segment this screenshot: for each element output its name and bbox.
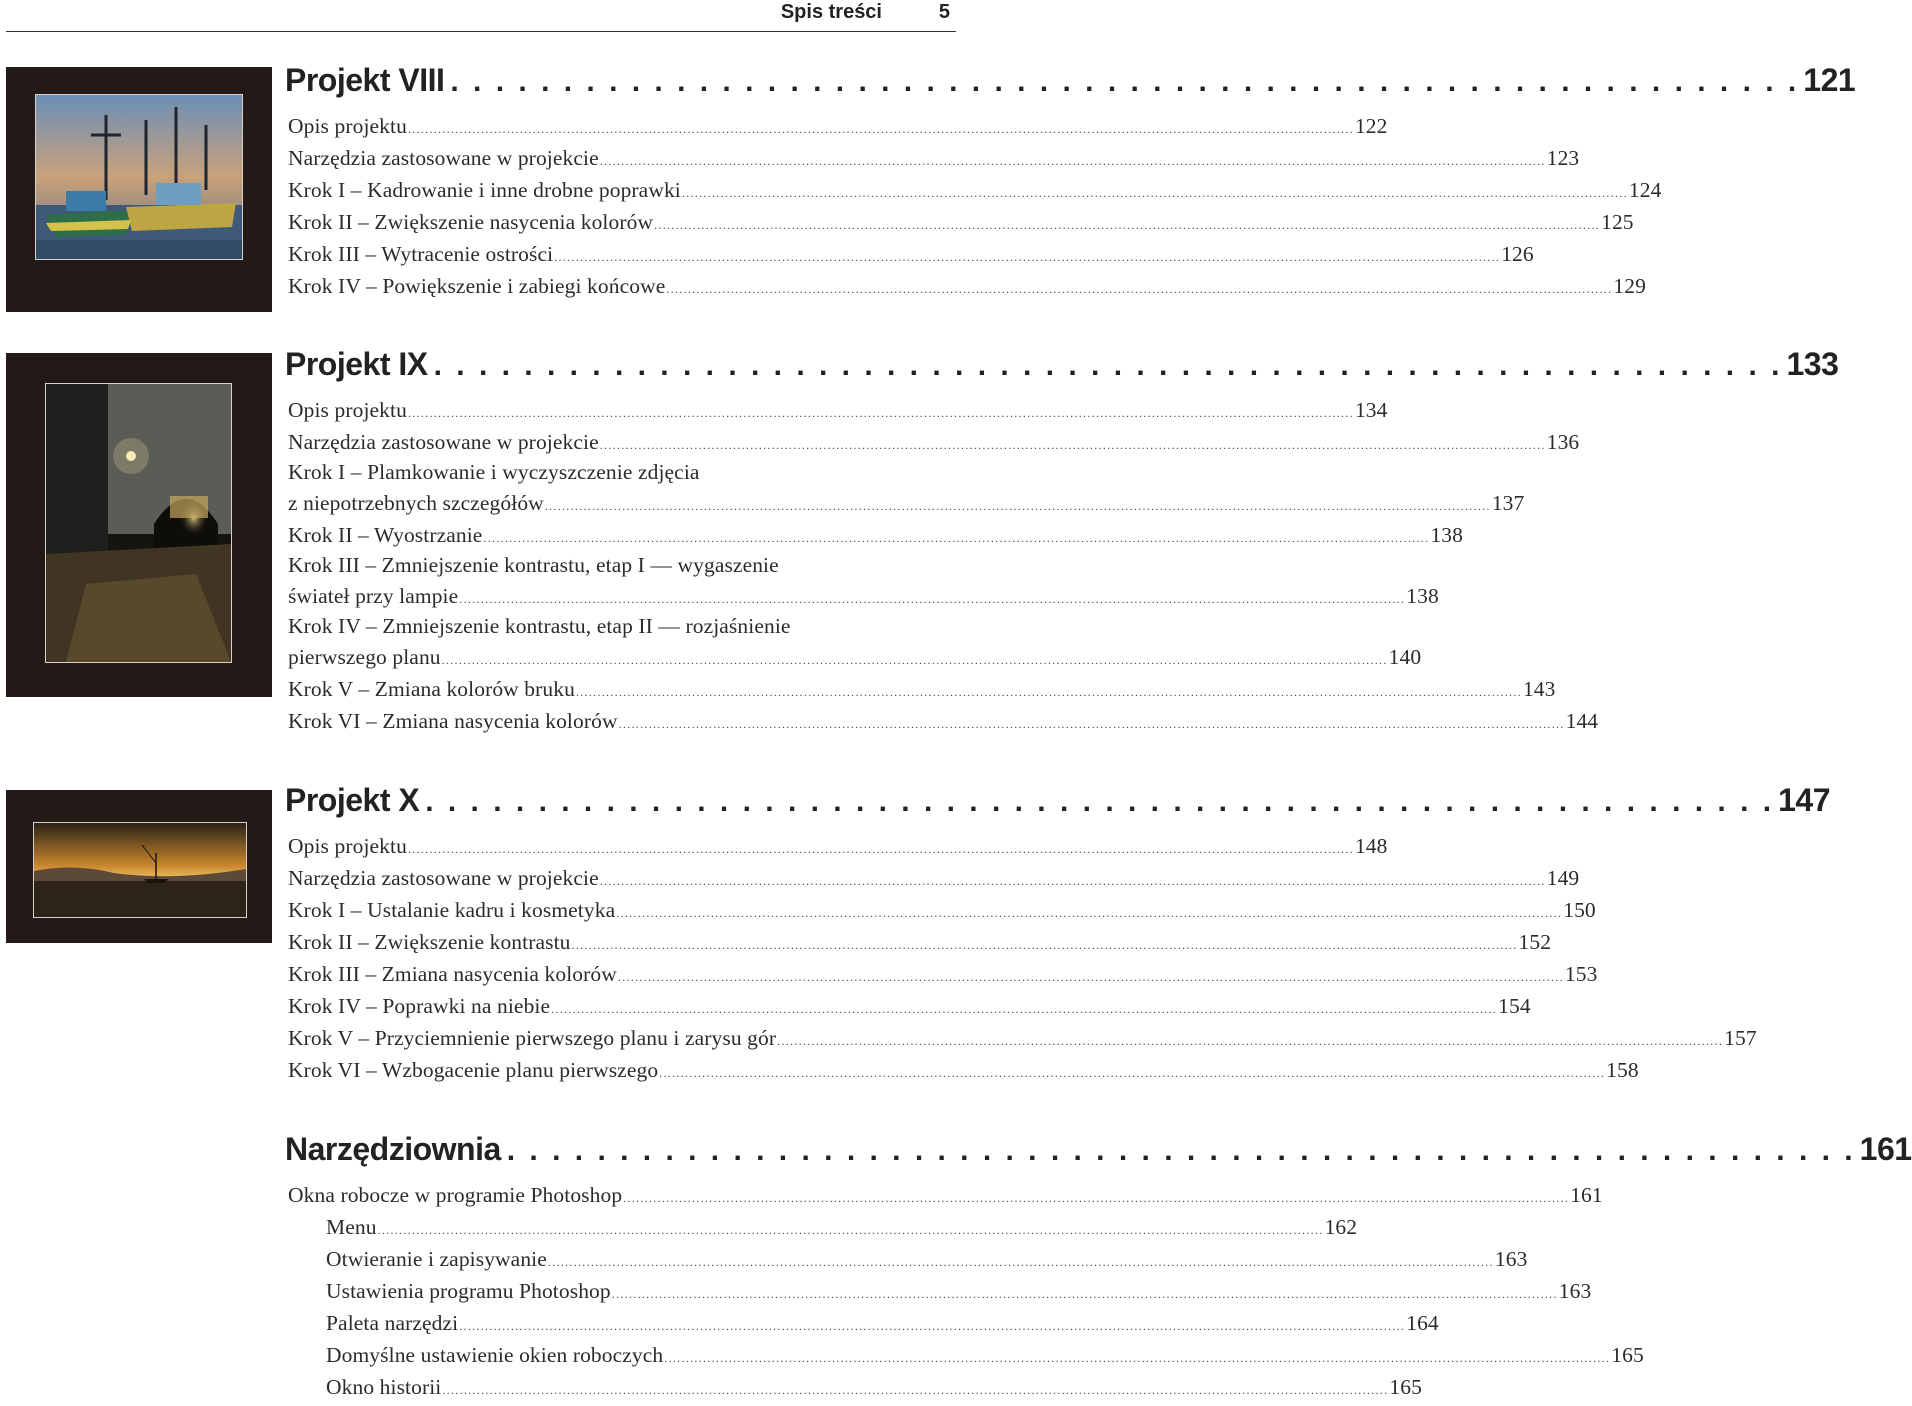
section-page-number: 161 [1859,1131,1912,1167]
dot-leader: . . . . . . . . . . . . . . . . . . . . . . . . . . . . . . . . . . . . . . . . . . . . . . . . . . . . . . . . . . . . [506,1134,1856,1167]
toc-entry[interactable] [285,1371,1422,1403]
toc-entry[interactable] [285,142,1580,174]
dot-leader: ............................................................................................................................................................................................................................ [681,186,1628,200]
dot-leader: ............................................................................................................................................................................................................................ [617,970,1564,984]
toc-entry-text: Krok IV – Poprawki na niebie [288,994,551,1018]
toc-entry-text: Krok I – Plamkowanie i wyczyszczenie zdjęcia [288,460,700,484]
toc-entry-text: Krok VI – Wzbogacenie planu pierwszego [288,1058,659,1082]
toc-entry[interactable] [285,206,1634,238]
toc-entry-text: Opis projektu [288,834,407,858]
toc-entry[interactable] [285,926,1552,958]
toc-entry-page-number: 138 [1406,584,1439,608]
section-title: Projekt VIII [285,62,445,98]
dot-leader: . . . . . . . . . . . . . . . . . . . . . . . . . . . . . . . . . . . . . . . . . . . . . . . . . . . . . . . . . . . . [425,785,1775,818]
toc-entry-page-number: 162 [1324,1215,1358,1239]
dot-leader: ............................................................................................................................................................................................................................ [483,531,1430,545]
toc-entry-page-number: 164 [1406,1311,1439,1335]
dot-leader: ............................................................................................................................................................................................................................ [575,685,1522,699]
toc-entry-page-number: 163 [1558,1279,1592,1303]
dot-leader: ............................................................................................................................................................................................................................ [554,250,1501,264]
dot-leader: ............................................................................................................................................................................................................................ [599,438,1546,452]
section-projekt-ix [285,346,1839,737]
toc-entry-page-number: 138 [1430,523,1464,547]
dot-leader: ............................................................................................................................................................................................................................ [407,406,1354,420]
toc-entry[interactable] [285,580,1439,612]
toc-entry[interactable] [285,1339,1644,1371]
toc-entry[interactable] [285,1211,1358,1243]
dot-leader: ............................................................................................................................................................................................................................ [544,499,1491,513]
night-alley-photo [45,383,232,663]
toc-entry-text: Krok II – Zwiększenie kontrastu [288,930,571,954]
toc-entry-page-number: 137 [1491,491,1525,515]
dot-leader: ............................................................................................................................................................................................................................ [611,1287,1558,1301]
toc-list [285,110,1662,302]
section-title: Narzędziownia [285,1131,501,1167]
toc-entry[interactable] [285,641,1422,673]
dot-leader: ............................................................................................................................................................................................................................ [659,1066,1606,1080]
toc-entry[interactable] [285,487,1525,519]
toc-entry-text: Krok I – Kadrowanie i inne drobne poprawki [288,178,681,202]
section-page-number: 121 [1803,62,1856,98]
toc-entry-page-number: 134 [1354,398,1388,422]
section-page-number: 133 [1786,346,1839,382]
toc-entry-page-number: 161 [1570,1183,1603,1207]
toc-entry-text: Okna robocze w programie Photoshop [288,1183,623,1207]
dot-leader: ............................................................................................................................................................................................................................ [599,154,1546,168]
toc-entry[interactable] [285,862,1580,894]
toc-entry-page-number: 150 [1563,898,1596,922]
toc-entry-first-line[interactable] [285,458,958,487]
toc-entry-page-number: 140 [1388,645,1422,669]
section-title: Projekt X [285,782,420,818]
dot-leader: ............................................................................................................................................................................................................................ [623,1191,1570,1205]
toc-entry-text: Ustawienia programu Photoshop [326,1279,611,1303]
dot-leader: ............................................................................................................................................................................................................................ [664,1351,1611,1365]
toc-entry-text: świateł przy lampie [288,584,459,608]
toc-entry-text: Krok III – Zmniejszenie kontrastu, etap I — wygaszenie [288,553,779,577]
toc-entry-page-number: 165 [1389,1375,1422,1399]
toc-entry-page-number: 148 [1354,834,1388,858]
toc-entry-page-number: 153 [1564,962,1598,986]
dot-leader: ............................................................................................................................................................................................................................ [599,874,1546,888]
toc-entry[interactable] [285,238,1534,270]
section-projekt-x [285,782,1830,1086]
toc-entry[interactable] [285,1275,1592,1307]
dot-leader: ............................................................................................................................................................................................................................ [459,592,1406,606]
section-title: Projekt IX [285,346,428,382]
dot-leader: ............................................................................................................................................................................................................................ [618,717,1565,731]
dot-leader: ............................................................................................................................................................................................................................ [666,282,1613,296]
section-heading[interactable] [285,782,1830,822]
toc-entry-text: z niepotrzebnych szczegółów [288,491,544,515]
toc-entry-page-number: 123 [1546,146,1580,170]
toc-entry-page-number: 152 [1518,930,1552,954]
toc-entry-text: Krok IV – Powiększenie i zabiegi końcowe [288,274,666,298]
toc-entry-text: Okno historii [326,1375,442,1399]
boats-harbor-photo [35,94,243,260]
toc-entry[interactable] [285,990,1531,1022]
toc-entry[interactable] [285,830,1388,862]
toc-entry-text: Krok III – Wytracenie ostrości [288,242,554,266]
toc-entry-text: Otwieranie i zapisywanie [326,1247,547,1271]
toc-entry-text: Narzędzia zastosowane w projekcie [288,866,599,890]
toc-entry-page-number: 158 [1606,1058,1639,1082]
photo-panel-projekt-viii [6,67,272,312]
running-header [6,0,956,32]
section-heading[interactable] [285,1131,1912,1171]
toc-entry[interactable] [285,110,1388,142]
toc-entry-text: Krok I – Ustalanie kadru i kosmetyka [288,898,616,922]
toc-entry-page-number: 124 [1628,178,1662,202]
dot-leader: . . . . . . . . . . . . . . . . . . . . . . . . . . . . . . . . . . . . . . . . . . . . . . . . . . . . . . . . . . . . [450,65,1800,98]
toc-entry[interactable] [285,1022,1757,1054]
toc-entry[interactable] [285,673,1556,705]
toc-entry-text: Krok II – Wyostrzanie [288,523,483,547]
toc-entry-text: Paleta narzędzi [326,1311,459,1335]
toc-entry-page-number: 122 [1354,114,1388,138]
toc-entry[interactable] [285,1179,1603,1211]
section-heading[interactable] [285,62,1856,102]
toc-entry-page-number: 126 [1501,242,1534,266]
toc-entry-text: pierwszego planu [288,645,441,669]
toc-entry-page-number: 163 [1494,1247,1528,1271]
toc-entry-text: Krok IV – Zmniejszenie kontrastu, etap II — rozjaśnienie [288,614,791,638]
toc-entry-first-line[interactable] [285,551,958,580]
toc-list [285,394,1599,737]
toc-entry[interactable] [285,519,1464,551]
toc-entry-page-number: 143 [1522,677,1556,701]
toc-entry[interactable] [285,958,1598,990]
toc-entry-text: Krok V – Zmiana kolorów bruku [288,677,575,701]
photo-panel-projekt-ix [6,353,272,697]
toc-entry-text: Opis projektu [288,398,407,422]
toc-list [285,830,1757,1086]
toc-entry-page-number: 157 [1724,1026,1757,1050]
dot-leader: ............................................................................................................................................................................................................................ [777,1034,1724,1048]
dot-leader: ............................................................................................................................................................................................................................ [459,1319,1406,1333]
toc-entry-text: Domyślne ustawienie okien roboczych [326,1343,664,1367]
toc-entry-page-number: 136 [1546,430,1580,454]
toc-entry[interactable] [285,426,1580,458]
toc-list [285,1179,1644,1403]
section-projekt-viii [285,62,1856,302]
dot-leader: ............................................................................................................................................................................................................................ [407,842,1354,856]
toc-entry-first-line[interactable] [285,612,958,641]
section-page-number: 147 [1778,782,1830,818]
toc-entry-text: Krok III – Zmiana nasycenia kolorów [288,962,617,986]
toc-entry-page-number: 154 [1498,994,1531,1018]
toc-entry[interactable] [285,1054,1639,1086]
toc-entry[interactable] [285,394,1388,426]
dot-leader: . . . . . . . . . . . . . . . . . . . . . . . . . . . . . . . . . . . . . . . . . . . . . . . . . . . . . . . . . . . . [433,349,1783,382]
toc-entry[interactable] [285,1307,1439,1339]
toc-entry[interactable] [285,174,1662,206]
dot-leader: ............................................................................................................................................................................................................................ [407,122,1354,136]
dot-leader: ............................................................................................................................................................................................................................ [377,1223,1324,1237]
dot-leader: ............................................................................................................................................................................................................................ [547,1255,1494,1269]
toc-entry-page-number: 149 [1546,866,1580,890]
toc-entry-page-number: 144 [1565,709,1599,733]
toc-entry-text: Krok II – Zwiększenie nasycenia kolorów [288,210,654,234]
dot-leader: ............................................................................................................................................................................................................................ [654,218,1601,232]
toc-entry-text: Krok VI – Zmiana nasycenia kolorów [288,709,618,733]
toc-entry-text: Narzędzia zastosowane w projekcie [288,430,599,454]
sunset-boat-photo [33,822,247,918]
toc-entry[interactable] [285,1243,1528,1275]
toc-entry-text: Opis projektu [288,114,407,138]
section-heading[interactable] [285,346,1839,386]
dot-leader: ............................................................................................................................................................................................................................ [442,1383,1389,1397]
photo-panel-projekt-x [6,790,272,943]
toc-entry-text: Narzędzia zastosowane w projekcie [288,146,599,170]
toc-entry[interactable] [285,705,1599,737]
dot-leader: ............................................................................................................................................................................................................................ [571,938,1518,952]
header-title: Spis treści [780,1,882,23]
toc-entry-page-number: 165 [1611,1343,1644,1367]
toc-entry[interactable] [285,894,1596,926]
toc-entry-page-number: 125 [1601,210,1634,234]
header-page-number: 5 [938,1,950,23]
toc-entry[interactable] [285,270,1646,302]
dot-leader: ............................................................................................................................................................................................................................ [616,906,1563,920]
toc-entry-text: Menu [326,1215,377,1239]
section-narzedziownia [285,1131,1912,1403]
toc-entry-text: Krok V – Przyciemnienie pierwszego planu i zarysu gór [288,1026,777,1050]
dot-leader: ............................................................................................................................................................................................................................ [441,653,1388,667]
dot-leader: ............................................................................................................................................................................................................................ [551,1002,1498,1016]
toc-entry-page-number: 129 [1613,274,1646,298]
